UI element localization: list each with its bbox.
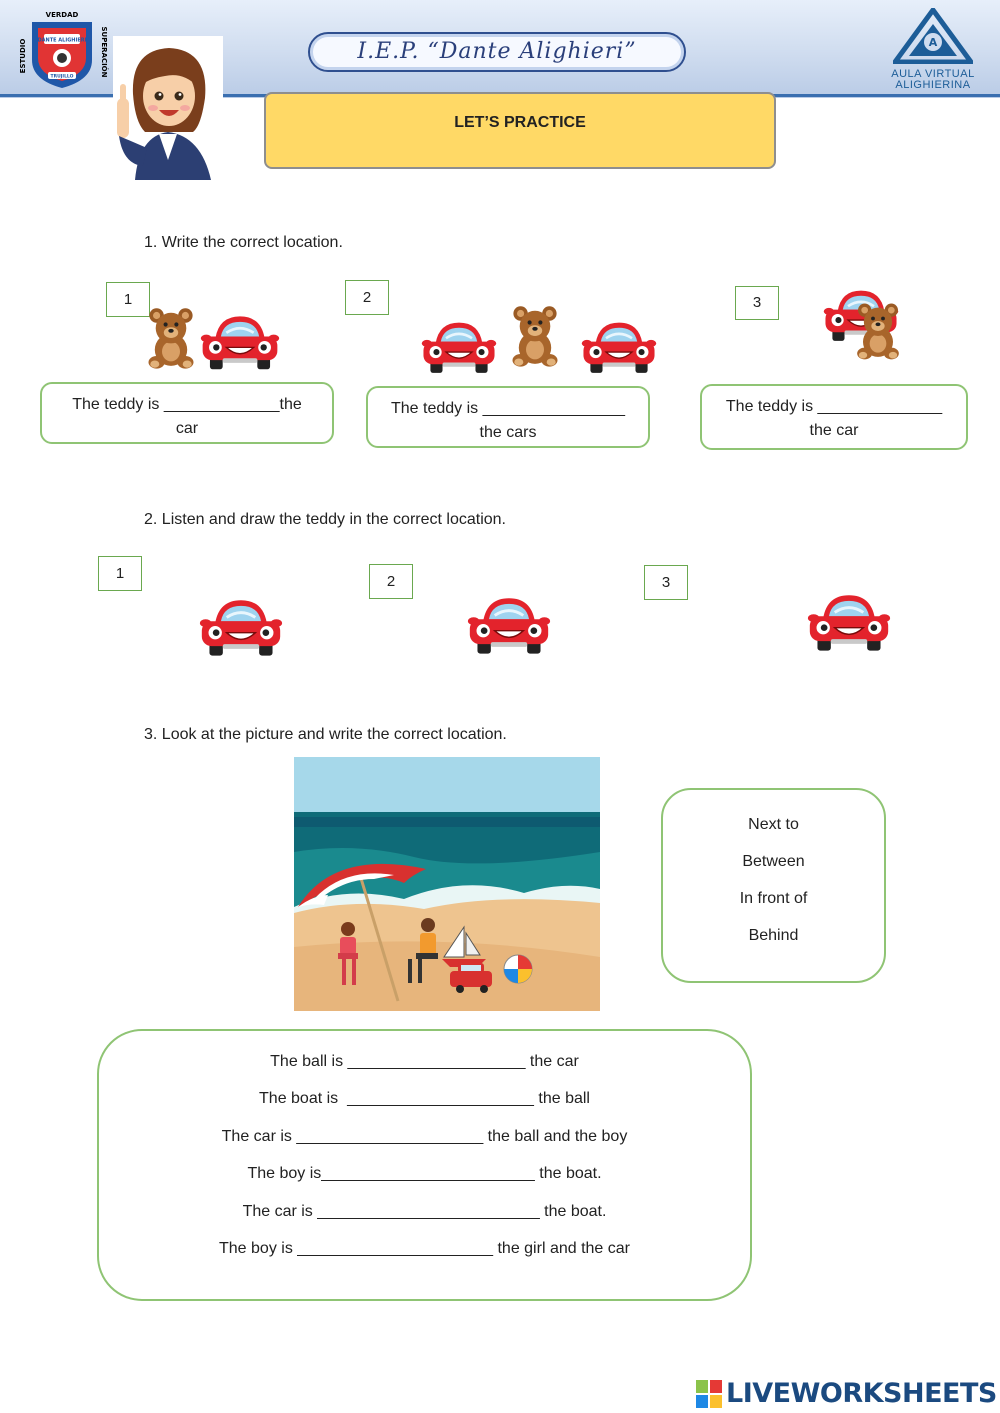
word-bank-item-in-front-of: In front of [739,890,808,907]
exercise1-number-3: 3 [735,286,779,320]
badge-bottom-text: TRUJILLO [50,74,74,80]
liveworksheets-brand-text[interactable]: LIVEWORKSHEETS [726,1378,997,1409]
badge-top-text: VERDAD [45,11,79,19]
beach-scene-picture [294,757,600,1011]
badge-inner-text: DANTE ALIGHIERI [37,37,87,44]
red-car-icon [580,314,658,378]
exercise1-sentence-3-line2: the car [809,422,859,439]
exercise1-sentence-3-line1: The teddy is ______________ [725,398,943,415]
lets-practice-banner: LET’S PRACTICE [264,92,776,169]
svg-text:A: A [928,36,938,49]
word-bank-item-next-to: Next to [748,816,799,833]
red-car-icon [806,587,892,655]
exercise2-instruction: 2. Listen and draw the teddy in the correct location. [144,511,506,528]
liveworksheets-grid-icon [696,1380,722,1408]
exercise3-sentence-2: The boat is _____________________ the ball [259,1090,590,1108]
aula-logo-line1: AULA VIRTUAL [891,68,975,80]
school-name-title: I.E.P. “Dante Alighieri” [308,32,686,72]
exercise1-sentence-2-line1: The teddy is ________________ [391,400,625,417]
exercise1-number-1: 1 [106,282,150,317]
exercise1-sentence-1-line2: car [175,420,199,437]
exercise2-number-3: 3 [644,565,688,600]
red-car-icon [198,592,284,660]
word-bank-item-between: Between [742,853,805,870]
red-car-icon [420,314,498,378]
exercise1-sentence-2-line2: the cars [479,424,537,441]
exercise1-sentence-1-line1: The teddy is _____________the [72,396,302,413]
exercise1-sentence-box-1 [40,382,334,444]
exercise3-sentence-6: The boy is ______________________ the girl and the car [219,1240,630,1258]
exercise3-sentence-1: The ball is ____________________ the car [270,1053,579,1070]
badge-right-text: SUPERACIÓN [100,26,108,78]
exercise3-sentence-3: The car is _____________________ the ball and the boy [221,1127,628,1145]
exercise1-sentence-box-2 [366,386,650,448]
exercise3-sentence-5: The car is _________________________ the boat. [242,1202,607,1220]
exercise1-number-2: 2 [345,280,389,315]
red-car-icon [466,590,552,658]
exercise3-sentence-4: The boy is________________________ the boat. [247,1165,602,1183]
exercise2-number-1: 1 [98,556,142,591]
exercise3-sentences-box [97,1029,752,1301]
badge-left-text: ESTUDIO [19,38,27,74]
aula-triangle-icon [893,8,973,64]
exercise1-instruction: 1. Write the correct location. [144,234,343,251]
liveworksheets-logo [696,1378,996,1410]
exercise1-sentence-box-3 [700,384,968,450]
word-bank-box [661,788,886,983]
exercise2-number-2: 2 [369,564,413,599]
teacher-illustration [113,36,223,180]
word-bank-item-behind: Behind [748,927,799,944]
aula-logo-line2: ALIGHIERINA [895,79,971,91]
exercise3-instruction: 3. Look at the picture and write the correct location. [144,726,507,743]
teddy-bear-icon [853,300,903,362]
school-badge-logo [18,8,110,92]
teddy-bear-icon [508,302,562,370]
red-car-icon [199,307,281,375]
aula-virtual-logo [878,8,988,90]
teddy-bear-icon [144,305,198,371]
